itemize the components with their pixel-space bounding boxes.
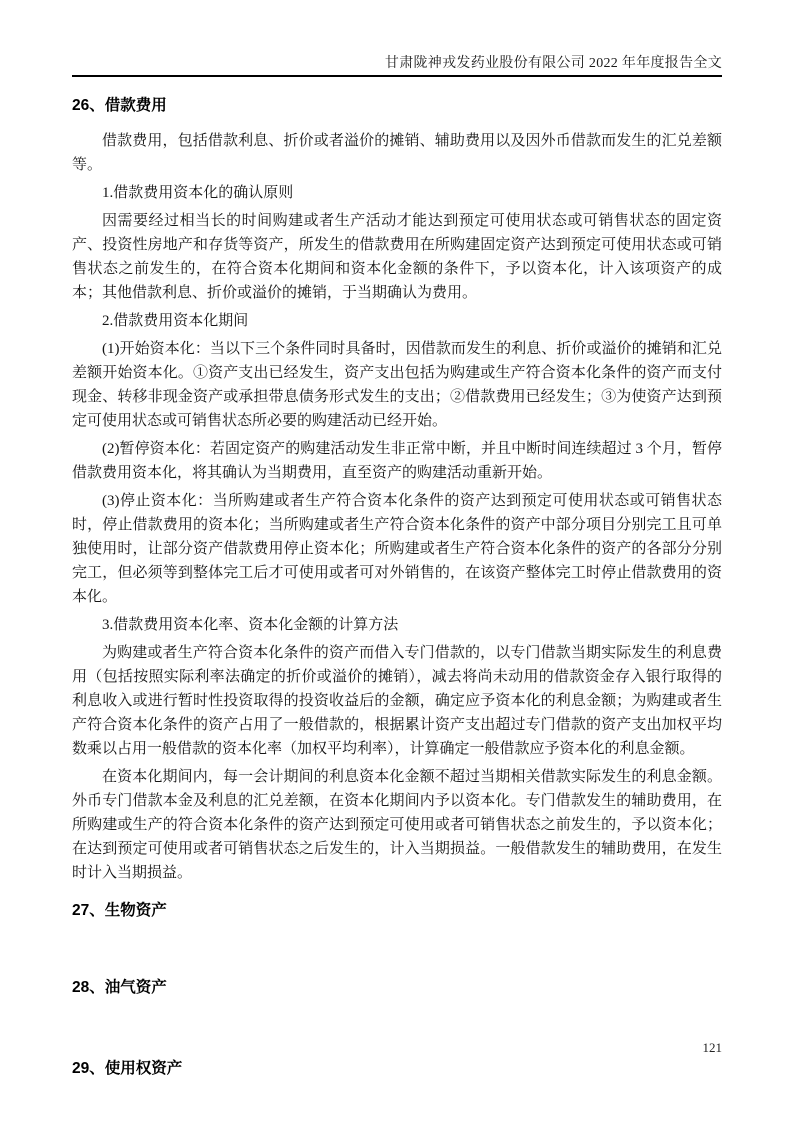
paragraph: (2)暂停资本化：若固定资产的购建活动发生非正常中断，并且中断时间连续超过 3 个月，暂停借款费用资本化，将其确认为当期费用，直至资产的购建活动重新开始。: [72, 441, 722, 481]
paragraph: 借款费用，包括借款利息、折价或者溢价的摊销、辅助费用以及因外币借款而发生的汇兑差额等。: [72, 133, 722, 173]
document-body: [72, 96, 722, 1079]
sub-heading: 2.借款费用资本化期间: [102, 313, 249, 329]
paragraph: (3)停止资本化：当所购建或者生产符合资本化条件的资产达到预定可使用状态或可销售状态时，停止借款费用的资本化；当所购建或者生产符合资本化条件的资产中部分项目分别完工且可单独使用时，让部分资产借款费用停止资本化；所购建或者生产符合资本化条件的资产的各部分分别完工，但必须等到整体完工后才可使用或者可对外销售的，在该资产整体完工时停止借款费用的资本化。: [72, 493, 722, 605]
section-heading-28-oil-gas-assets: 28、油气资产: [72, 979, 167, 996]
paragraph: 在资本化期间内，每一会计期间的利息资本化金额不超过当期相关借款实际发生的利息金额。外币专门借款本金及利息的汇兑差额，在资本化期间内予以资本化。专门借款发生的辅助费用，在所购建或生产的符合资本化条件的资产达到预定可使用或者可销售状态之前发生的，予以资本化；在达到预定可使用或者可销售状态之后发生的，计入当期损益。一般借款发生的辅助费用，在发生时计入当期损益。: [72, 769, 722, 881]
header-rule: [72, 75, 722, 77]
paragraph: (1)开始资本化：当以下三个条件同时具备时，因借款而发生的利息、折价或溢价的摊销和汇兑差额开始资本化。①资产支出已经发生，资产支出包括为购建或生产符合资本化条件的资产而支付现金、转移非现金资产或承担带息债务形式发生的支出；②借款费用已经发生；③为使资产达到预定可使用状态或可销售状态所必要的购建活动已经开始。: [72, 341, 722, 429]
sub-heading: 3.借款费用资本化率、资本化金额的计算方法: [102, 617, 399, 633]
paragraph: 为购建或者生产符合资本化条件的资产而借入专门借款的，以专门借款当期实际发生的利息费用（包括按照实际利率法确定的折价或溢价的摊销），减去将尚未动用的借款资金存入银行取得的利息收入或进行暂时性投资取得的投资收益后的金额，确定应予资本化的利息金额；为购建或者生产符合资本化条件的资产占用了一般借款的，根据累计资产支出超过专门借款的资产支出加权平均数乘以占用一般借款的资本化率（加权平均利率），计算确定一般借款应予资本化的利息金额。: [72, 645, 722, 757]
section-heading-29-right-of-use-assets: 29、使用权资产: [72, 1060, 183, 1077]
paragraph: 因需要经过相当长的时间购建或者生产活动才能达到预定可使用状态或可销售状态的固定资产、投资性房地产和存货等资产，所发生的借款费用在所购建固定资产达到预定可使用状态或可销售状态之前发生的，在符合资本化期间和资本化金额的条件下，予以资本化，计入该项资产的成本；其他借款利息、折价或溢价的摊销，于当期确认为费用。: [72, 213, 722, 301]
section-heading-27-biological-assets: 27、生物资产: [72, 902, 167, 919]
page-number: 121: [702, 1040, 722, 1055]
section-heading-26-borrowing-costs: 26、借款费用: [72, 97, 167, 114]
report-title: 甘肃陇神戎发药业股份有限公司 2022 年年度报告全文: [384, 56, 722, 71]
page-header: [72, 54, 722, 77]
sub-heading: 1.借款费用资本化的确认原则: [102, 185, 294, 201]
